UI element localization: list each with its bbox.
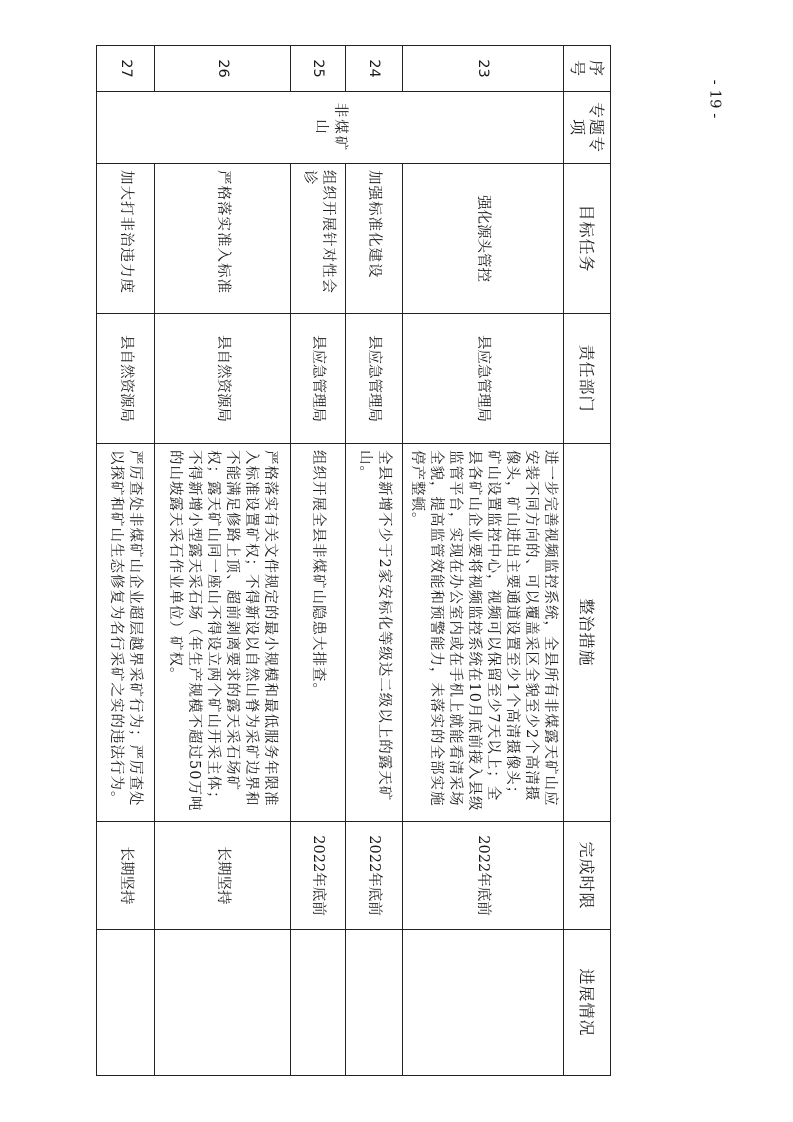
row-deadline: 2022年底前 xyxy=(291,822,346,930)
header-topic: 专题专项 xyxy=(564,92,611,164)
table-row xyxy=(97,46,155,1076)
row-measures: 组织开展全县非煤矿山隐患大排查。 xyxy=(291,444,346,822)
row-no: 24 xyxy=(346,46,403,92)
row-measures: 严格落实有关文件规定的最小规模和最低服务年限准入标准设置矿权；不得新设以自然山脊为采矿边界和不能满足修路上顶、超前剥离要求的露天采石场矿权；露天矿山同一座山不得设立两个矿山开采主体；不得新增小型露天采石场（年生产规模不超过50万吨的山坡露天采石作业单位）矿权。 xyxy=(155,444,291,822)
row-progress xyxy=(97,930,155,1076)
row-no: 26 xyxy=(155,46,291,92)
row-measures: 进一步完善视频监控系统，全县所有非煤露天矿山应安装不同方向的、可以覆盖采区全貌至少2个高清摄像头，矿山进出主要通道设置至少1个高清摄像头；矿山设置监控中心，视频可以保留至少7天以上；全县各矿山企业要将视频监控系统在10月底前接入县级监管平台，实现在办公室内或在手机上就能看清采场全貌，提高监管效能和预警能力，未落实的全部实施停产整顿。 xyxy=(403,444,564,822)
row-no: 27 xyxy=(97,46,155,92)
table-row xyxy=(403,46,564,1076)
row-task: 加强标准化建设 xyxy=(346,164,403,314)
row-no: 25 xyxy=(291,46,346,92)
row-progress xyxy=(403,930,564,1076)
header-no: 序号 xyxy=(564,46,611,92)
category-cell: 非煤矿山 xyxy=(97,92,564,164)
row-progress xyxy=(291,930,346,1076)
row-deadline: 2022年底前 xyxy=(346,822,403,930)
row-task: 强化源头管控 xyxy=(403,164,564,314)
row-progress xyxy=(155,930,291,1076)
row-deadline: 2022年底前 xyxy=(403,822,564,930)
header-dept: 责任部门 xyxy=(564,314,611,444)
header-task: 目标任务 xyxy=(564,164,611,314)
header-deadline: 完成时限 xyxy=(564,822,611,930)
row-dept: 县自然资源局 xyxy=(155,314,291,444)
table-row xyxy=(346,46,403,1076)
header-row xyxy=(564,46,611,1076)
row-dept: 县自然资源局 xyxy=(97,314,155,444)
header-measures: 整治措施 xyxy=(564,444,611,822)
table-row xyxy=(155,46,291,1076)
rotated-table-wrapper xyxy=(108,45,611,1075)
task-table xyxy=(96,45,611,1076)
row-measures: 严厉查处非煤矿山企业超层越界采矿行为；严厉查处以探矿和矿山生态修复为名行采矿之实的违法行为。 xyxy=(97,444,155,822)
header-progress: 进展情况 xyxy=(564,930,611,1076)
page-number: - 19 - xyxy=(706,79,725,119)
row-dept: 县应急管理局 xyxy=(291,314,346,444)
row-progress xyxy=(346,930,403,1076)
row-task: 组织开展针对性会诊 xyxy=(291,164,346,314)
row-dept: 县应急管理局 xyxy=(346,314,403,444)
row-no: 23 xyxy=(403,46,564,92)
row-task: 加大打非治违力度 xyxy=(97,164,155,314)
row-measures: 全县新增不少于2家安标化等级达二级以上的露天矿山。 xyxy=(346,444,403,822)
table-row xyxy=(291,46,346,1076)
row-deadline: 长期坚持 xyxy=(155,822,291,930)
row-task: 严格落实准入标准 xyxy=(155,164,291,314)
row-deadline: 长期坚持 xyxy=(97,822,155,930)
row-dept: 县应急管理局 xyxy=(403,314,564,444)
